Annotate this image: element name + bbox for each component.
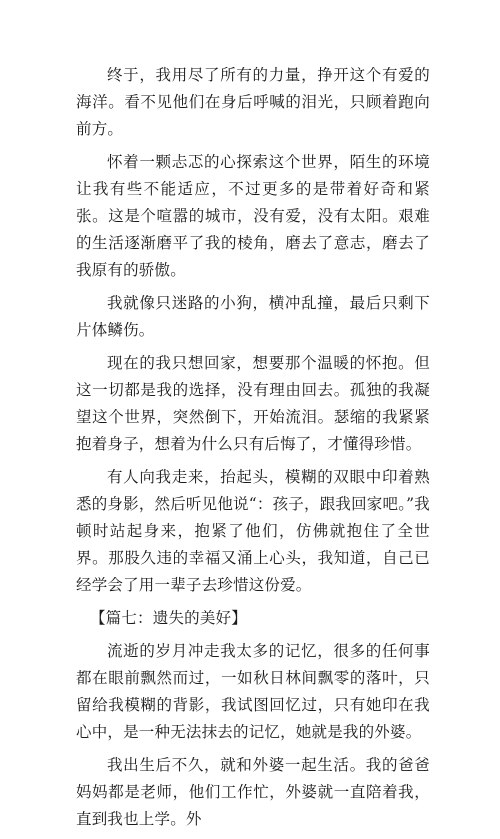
paragraph-5: 有人向我走来，抬起头，模糊的双眼中印着熟悉的身影，然后听见他说“：孩子，跟我回家吧。”我顿时站起身来，抱紧了他们，仿佛就抱住了全世界。那股久违的幸福又涌上心头，我知道，自己已经学会了用一辈子去珍惜这份爱。: [76, 468, 430, 594]
paragraph-4: 现在的我只想回家，想要那个温暖的怀抱。但这一切都是我的选择，没有理由回去。孤独的我凝望这个世界，突然倒下，开始流泪。瑟缩的我紧紧抱着身子，想着为什么只有后悔了，才懂得珍惜。: [76, 354, 430, 453]
paragraph-6: 流逝的岁月冲走我太多的记忆，很多的任何事都在眼前飘然而过，一如秋日林间飘零的落叶，只留给我模糊的背影，我试图回忆过，只有她印在我心中，是一种无法抹去的记忆，她就是我的外婆。: [76, 642, 430, 741]
paragraph-3: 我就像只迷路的小狗，横冲乱撞，最后只剩下片体鳞伤。: [76, 294, 430, 339]
paragraph-1: 终于，我用尽了所有的力量，挣开这个有爱的海洋。看不见他们在身后呼喊的泪光，只顾着跑向前方。: [76, 66, 430, 138]
paragraph-7: 我出生后不久，就和外婆一起生活。我的爸爸妈妈都是老师，他们工作忙，外婆就一直陪着我，直到我也上学。外: [76, 756, 430, 828]
document-page: [76, 62, 430, 839]
section-heading: 【篇七：遗失的美好】: [89, 609, 247, 627]
paragraph-2: 怀着一颗忐忑的心探索这个世界，陌生的环境让我有些不能适应，不过更多的是带着好奇和紧张。这是个喧嚣的城市，没有爱，没有太阳。艰难的生活逐渐磨平了我的棱角，磨去了意志，磨去了我原有的骄傲。: [76, 153, 430, 279]
